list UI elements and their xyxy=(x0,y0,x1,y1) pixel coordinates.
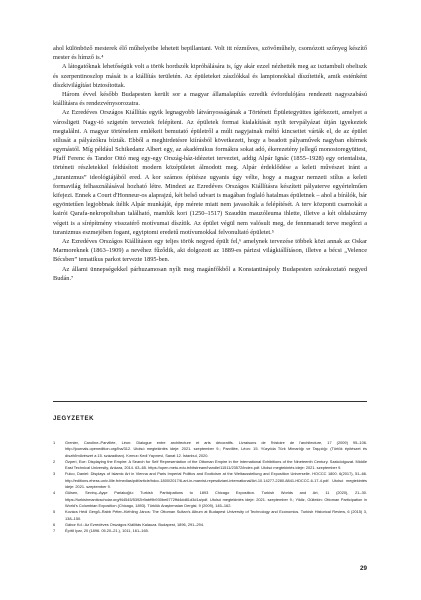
footnote-text: Gülsen, Sevinç–Ayşe Parlakoğlu: Turkish Participations to 1893 Chicago Exposition. Turkish Worlds and Art, 11 (2020), 21–30. https://turkishmanticscholar.org/f44545/5392b9abf9b930be6772ffd4dd81d3d1a/pdf. Utolsó megtekintés ideje: 2021. szeptember 9.; Yildiz, Gültekin: Ottoman Participation in World's Columbian Exposition (Chicago, 1893). Türklük Araştırmaları Dergisi, 9 (2009), 145–162. xyxy=(65,490,367,508)
footnotes-heading: JEGYZETEK xyxy=(53,416,95,422)
footnote-text: Özperi, Ece: Displaying the Empire: A Search for Self Representation of the Ottoman Empire in the International Exhibitions of the Nineteenth Century. Szakdolgozat. Middle East Technical University, Ankara, 2014. 63–65. https://open.metu.edu.tr/bitstream/handle/11511/23572/index.pdf. Utolsó megtekintés ideje: 2021. szeptember 9. xyxy=(65,458,367,471)
page-number: 29 xyxy=(359,565,367,572)
body-text xyxy=(53,44,367,283)
footnote-number: 3 xyxy=(53,471,56,477)
footnote-text: Grenier, Caroline–Parvillée, Léon: Dialogue entre architecture et arts décoratifs. Livraisons de l'histoire de l'architecture, 17 (2009) 95–106. http://journals.openedition.org/lha/312. Utolsó megtekintés ideje: 2021. szeptember 9.; Parvillée, Léon: 15. Yüzyılda Türk Mimarlığı ve Taşçılığı: (Törtök építészet és díszítőművészet a 15. században). Kırmızı Kedi Yayınevi, Sanat 12. İstanbul, 2020. xyxy=(65,440,367,458)
body-paragraph: Az Ezredéves Országos Kiállításon egy teljes török negyed épült fel,⁶ amelynek tervezése többek közt annak az Oskar Marmoreknek (1863–1909) a nevéhez fűződik, aki dolgozott az 1889-es párizsi világkiállításon, illetve a bécsi „Velence Bécsben” tematikus parkot tervezte 1895-ben. xyxy=(53,237,367,264)
body-paragraph: Az Ezredéves Országos Kiállítás egyik legnagyobb látványosságának a Történeti Épületegyüttes ígérkezett, amelyet a városligeti Nagy-tó szigetén terveztek felépíteni. Az épületek formai kialakítását nyilt tervpályázat útján igyekeztek megtalálni. A magyar történelem emlékeit bemutató épületről a múlt nagyjainak méltó kincseitet várták el, de az épület stílusát a pályázókra bízták. Ebből a meghirdetésre kiírásból következett, hogy a beadott pályaművek nagyban eltérnek egymástól. Míg például Schikedanz Albert egy, az akadémikus formákra sokat adó, ékerezetény jellegű monostoregyüttest, Pfaff Ferenc és Tandor Ottó meg egy-egy Ország-ház-idézetet terveztet, addig Alpár Ignác (1855–1928) egy orientalista, történeti részletekkel feldúsított modern középületet álmodott meg. Alpár érdeklődése a keleti művészet iránt a „turanizmus” ideológiájából ered. A kor számos építésze ugyanis úgy vélte, hogy a magyar nemzeti stílus a keleti formavilág felhasználásával hozható létre. Mindezt az Ezredéves Országos Kiállításra készített pályaterve egyértelműen kifejezi. Ennek a Court d'Honneur-os alaprajzú, két belső udvart is magában foglaló hatalmas épületnek – ahol a bírálók, bár egyöntetűen legjobbnak ítélik Alpár munkáját, épp mérete miatt nem javasolták a felépítését. A terv központi csarnokát a kairói Qarafa-nekropolisban található, mamlúk kori (1250–1517) Szaudün mauzóleuma ihlette, illetve a két oldalszárny végeit is a sírépítmény visszatérő motívumai díszítik. Az épület végül nem valósult meg, de fennmaradt terve megőrzi a turanizmus eszmejében fogant, egyiptomi eredetű motívumokkal felvonultató épületet.⁵ xyxy=(53,109,367,236)
body-paragraph: Az állami ünnepségekkel párhuzamosan nyílt meg magánfőkből a Konstantinápoly Budapesten szórakoztató negyed Budán.⁷ xyxy=(53,265,367,282)
footnote-text: Kovács Hédi Gergő–Rabb Péter–Kiéhling János: The Ottoman Sultan's Album at Budapest University of Technology and Economics. Turkish Historical Review, 6 (2015) 3, 138–150. xyxy=(65,509,367,521)
footnote-text: Gábor Kd.: Az Ezredéves Országos Kiállítás Kalauza. Budapest, 1896, 291–294. xyxy=(65,521,205,527)
footnote-divider xyxy=(53,401,367,402)
body-paragraph: ahol különböző mesterek élő műhelyeibe lehetett bepillantani. Volt itt rézműves, szövőműhely, csomózott szőnyeg készítő mester és hímző is.⁴ xyxy=(53,45,367,62)
footnote-text: Építő Ipar, 20 (1896. 05.20–21.), 1011, 161–165. xyxy=(65,528,149,534)
footnote-text: Fulco, Daniel: Displays of Islamic Art in Vienna and Paris Imperial Politics and Exoticism at the Weltausstellung and Exposition Universelle. HOCCC 1800. 6(2017), 51–66. http://editions.ehess.univ-lille.fr/medias/pdf/article/hdcc-1800/2017/6-art-in-marxist-repesdiziani-international/Art-10.14277-2280-8841-HDCCC-6-17-4.pdf. Utolsó megtekintés ideje: 2021. szeptember 9. xyxy=(65,471,367,490)
footnotes-list xyxy=(53,440,367,534)
footnote-item xyxy=(53,471,367,490)
footnote-item xyxy=(53,528,367,534)
footnote-number: 2 xyxy=(53,458,56,464)
footnote-item xyxy=(53,440,367,459)
footnote-number: 1 xyxy=(53,440,56,445)
footnote-item xyxy=(53,490,367,509)
body-paragraph: A látogatóknak lehetőségük volt a török hordszék kipróbálására is, így akár ezzel nézhették meg az isztambuli obeliszk és szerpentinoszlop mását is a kiállítás területén. Az épületeket zászlókkal és lampionokkal díszítették, amik esténként díszkivilágítást biztosítottak. xyxy=(53,63,367,89)
footnote-item xyxy=(53,459,367,472)
body-paragraph: Három évvel később Budapesten került sor a magyar államalapítás ezredik évfordulójára rendezett nagyszabású kiállításra és rendezvénysorozatra. xyxy=(53,90,367,108)
footnote-item xyxy=(53,509,367,522)
footnote-number: 5 xyxy=(53,509,56,515)
footnote-number: 7 xyxy=(53,528,56,534)
footnote-number: 6 xyxy=(53,521,56,527)
footnote-number: 4 xyxy=(53,490,56,496)
